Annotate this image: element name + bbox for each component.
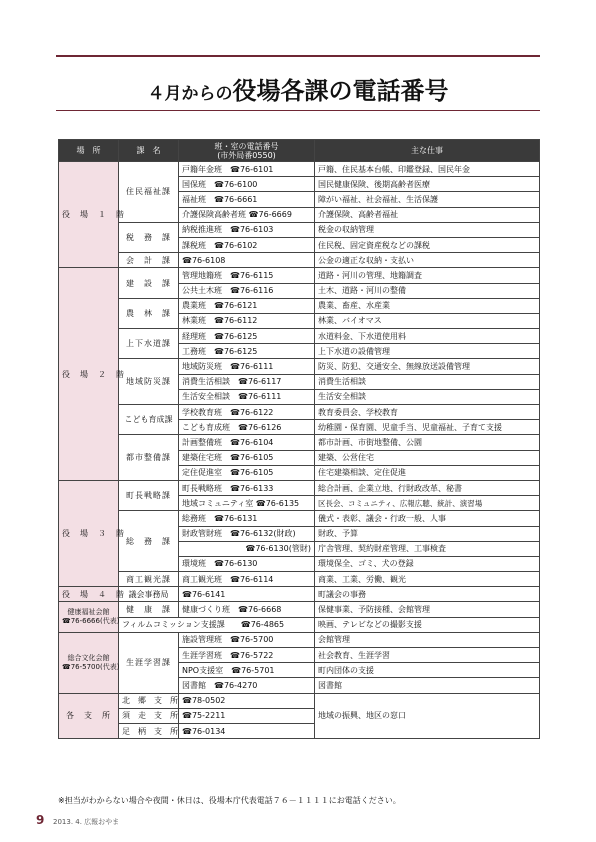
phone-cell [179,480,315,495]
phone-icon [214,681,224,690]
phone-cell [179,587,315,602]
phone-cell [179,708,315,723]
phone-icon [241,620,251,629]
work-cell: 図書館 [315,678,540,693]
phone-number: 76-6130 [223,559,258,569]
phone-icon [182,727,192,736]
phone-cell [179,162,315,177]
work-cell: 上下水道の設備管理 [315,344,540,359]
phone-cell [179,572,315,587]
place-cell: 役 場 ２ 階 [59,268,119,481]
unit-name: 財政管財班 [182,529,222,539]
work-cell: 生活安全相談 [315,389,540,404]
phone-icon [214,347,224,356]
unit-name: 課税班 [182,240,206,250]
unit-name: 施設管理班 [182,635,222,645]
phone-number: 76-6117 [247,377,282,387]
dept-cell: 会 計 課 [119,253,179,268]
work-cell: 道路・河川の管理、地籍調査 [315,268,540,283]
place-phone: ☎76-5700(代表) [62,662,120,671]
dept-cell: 須 走 支 所 [119,708,179,723]
unit-name: 地域防災班 [182,362,222,372]
table-row [59,602,540,617]
table-row [59,587,540,602]
place-cell [59,602,119,632]
work-cell: 農業、畜産、水産業 [315,298,540,313]
work-cell: 財政、予算 [315,526,540,541]
work-cell: 戸籍、住民基本台帳、印鑑登録、国民年金 [315,162,540,177]
phone-icon [182,711,192,720]
table-row [59,298,540,313]
phone-number: 76-4865 [250,620,285,630]
phone-icon [214,316,224,325]
dept-cell: 議会事務局 [119,587,179,602]
work-cell: 建築、公営住宅 [315,450,540,465]
phone-icon [231,666,241,675]
work-cell: 住民税、固定資産税などの課税 [315,237,540,252]
phone-number: 75-2211 [191,711,226,721]
dept-cell: 生涯学習課 [119,632,179,693]
work-cell: 会館管理 [315,632,540,647]
page-title [0,71,596,106]
dept-cell: 足 柄 支 所 [119,723,179,738]
phone-cell [179,465,315,480]
phone-icon [245,544,255,553]
phone-icon [249,210,259,219]
phone-icon [182,590,192,599]
dept-cell: 税 務 課 [119,222,179,252]
phone-number: 76-6105 [239,453,274,463]
phone-number: 78-0502 [191,696,226,706]
phone-number: 76-6131 [223,513,258,523]
phone-cell [179,329,315,344]
unit-name: 工務班 [182,346,206,356]
table-row [59,329,540,344]
dept-cell: 町長戦略課 [119,480,179,510]
unit-name: 健康づくり班 [182,605,230,615]
unit-name: 納税推進班 [182,225,222,235]
table-row [59,222,540,237]
place-cell [59,632,119,693]
unit-name: 生涯学習班 [182,650,222,660]
unit-name: 公共土木班 [182,286,222,296]
work-cell: 町内団体の支援 [315,663,540,678]
phone-number: 76-6135 [265,498,300,508]
phone-number: 76-6669 [258,210,292,220]
phone-icon [238,392,248,401]
phone-cell [179,359,315,374]
phone-cell [179,556,315,571]
unit-name: 定住促進室 [182,468,222,478]
phone-cell [179,344,315,359]
work-cell: 映画、テレビなどの撮影支援 [315,617,540,632]
phone-cell [179,648,315,663]
phone-icon [230,271,240,280]
phone-cell [179,602,315,617]
phone-number: 76-6126 [247,422,282,432]
phone-icon [238,423,248,432]
phone-cell [179,207,315,222]
phone-icon [214,332,224,341]
unit-name: 生活安全相談 [182,392,230,402]
phone-number: 76-6125 [223,346,258,356]
phone-cell [179,420,315,435]
phone-cell [179,298,315,313]
work-cell: 商業、工業、労働、観光 [315,572,540,587]
dept-cell: 上下水道課 [119,329,179,359]
place-cell: 役 場 １ 階 [59,162,119,268]
phone-number: 76-6115 [239,270,274,280]
phone-number: 76-6141 [191,589,226,599]
work-cell: 土木、道路・河川の整備 [315,283,540,298]
page-number: 9 [36,813,45,827]
issue-label: 2013. 4. 広報おやま [53,818,120,826]
phone-cell [119,617,315,632]
work-cell: 障がい福祉、社会福祉、生活保護 [315,192,540,207]
phone-cell [179,663,315,678]
title-main: 役場各課の電話番号 [232,77,449,105]
phone-cell [179,177,315,192]
phone-cell [179,222,315,237]
header-work: 主な仕事 [315,140,540,162]
work-cell: 幼稚園・保育園、児童手当、児童福祉、子育て支援 [315,420,540,435]
unit-name: 学校教育班 [182,407,222,417]
phone-number: 76-6105 [239,468,274,478]
unit-name: NPO支援室 [182,665,224,675]
work-cell: 庁舎管理、契約財産管理、工事検査 [315,541,540,556]
table-row [59,162,540,177]
table-row [59,253,540,268]
unit-name: 消費生活相談 [182,377,230,387]
unit-name: こども育成班 [182,422,230,432]
phone-number: 76-6100 [223,179,258,189]
place-cell: 役 場 ４ 階 [59,587,119,602]
place-cell: 各 支 所 [59,693,119,739]
work-cell: 区長会、コミュニティ、広報広聴、統計、演習場 [315,496,540,511]
phone-number: 76-6114 [239,574,274,584]
phone-number: 76-6102 [223,240,258,250]
phone-cell [179,283,315,298]
table-row [59,405,540,420]
header-dept: 課 名 [119,140,179,162]
unit-name: 林業班 [182,316,206,326]
table-row [59,359,540,374]
phone-cell [179,435,315,450]
work-cell: 防災、防犯、交通安全、無線放送設備管理 [315,359,540,374]
phone-number: 76-6125 [223,331,258,341]
phone-directory-table [58,139,540,739]
dept-cell: 地域防災課 [119,359,179,405]
phone-number: 76-4270 [223,680,258,690]
unit-name: フィルムコミッション支援課 [122,620,225,630]
unit-name: 国保班 [182,179,206,189]
work-cell: 社会教育、生涯学習 [315,648,540,663]
phone-icon [230,453,240,462]
dept-cell: 商工観光課 [119,572,179,587]
phone-number: 76-6112 [223,316,258,326]
phone-number: 76-6108 [191,255,226,265]
phone-icon [230,635,240,644]
phone-number: 76-5701 [241,665,275,675]
work-cell: 都市計画、市街地整備、公園 [315,435,540,450]
unit-name: 介護保険高齢者班 [182,210,246,220]
phone-icon [230,484,240,493]
unit-name: 地域コミュニティ室 [182,498,254,508]
header-phone [179,140,315,162]
dept-cell: 住民福祉課 [119,162,179,223]
footnote: ※担当がわからない場合や夜間・休日は、役場本庁代表電話７６－１１１１にお電話ください。 [58,796,401,805]
phone-icon [230,286,240,295]
dept-cell: 北 郷 支 所 [119,693,179,708]
phone-icon [230,575,240,584]
phone-cell [179,450,315,465]
phone-cell [179,632,315,647]
table-row [59,572,540,587]
work-cell: 水道料金、下水道使用料 [315,329,540,344]
phone-icon [182,256,192,265]
work-cell: 儀式・表彰、議会・行政一般、人事 [315,511,540,526]
work-cell: 介護保険、高齢者福祉 [315,207,540,222]
unit-name: 環境班 [182,559,206,569]
phone-cell [179,678,315,693]
header-phone-label: 班・室の電話番号 [214,141,279,151]
place-phone: ☎76-6666(代表) [62,617,120,626]
unit-name: 経理班 [182,331,206,341]
phone-number: 76-6104 [239,437,274,447]
dept-cell: こども育成課 [119,405,179,435]
phone-number: 76-6668 [247,605,282,615]
table-row [59,511,540,526]
phone-cell [179,253,315,268]
phone-number: 76-6133 [239,483,274,493]
header-place: 場 所 [59,140,119,162]
phone-icon [214,514,224,523]
phone-cell [179,374,315,389]
phone-cell [179,389,315,404]
unit-name: 計画整備班 [182,437,222,447]
phone-cell [179,268,315,283]
phone-icon [214,301,224,310]
dept-cell: 農 林 課 [119,298,179,328]
phone-cell [179,693,315,708]
unit-name: 図書館 [182,680,206,690]
phone-cell [179,511,315,526]
phone-number: 76-6101 [239,164,274,174]
dept-cell: 総 務 課 [119,511,179,572]
phone-icon [256,499,266,508]
phone-number: 76-5722 [239,650,274,660]
phone-icon [230,225,240,234]
table-header-row [59,140,540,162]
work-cell: 林業、バイオマス [315,313,540,328]
unit-name: 福祉班 [182,194,206,204]
phone-icon [230,468,240,477]
work-cell: 税金の収納管理 [315,222,540,237]
table-row [59,632,540,647]
unit-name: 商工観光班 [182,574,222,584]
phone-icon [214,195,224,204]
phone-number: 76-6661 [223,194,258,204]
work-cell: 教育委員会、学校教育 [315,405,540,420]
unit-name: 戸籍年金班 [182,164,222,174]
place-name: 総合文化会館 [67,653,110,662]
phone-cell [179,313,315,328]
phone-icon [230,529,240,538]
phone-cell [179,496,315,511]
work-cell: 環境保全、ゴミ、犬の登録 [315,556,540,571]
phone-number: 76-6121 [223,301,258,311]
table-row [59,693,540,708]
phone-icon [230,165,240,174]
title-prefix: ４月からの [147,84,233,104]
phone-number: 76-6111 [239,362,274,372]
table-row [59,268,540,283]
phone-number: 76-6130(管財) [255,544,311,554]
phone-cell [179,237,315,252]
work-cell: 公金の適正な収納・支払い [315,253,540,268]
phone-cell [179,405,315,420]
phone-icon [238,605,248,614]
phone-number: 76-6122 [239,407,274,417]
phone-icon [230,408,240,417]
work-cell: 総合計画、企業立地、行財政改革、秘書 [315,480,540,495]
phone-icon [214,241,224,250]
place-name: 健康福祉会館 [67,608,110,617]
phone-icon [230,438,240,447]
dept-cell: 都市整備課 [119,435,179,481]
phone-icon [214,559,224,568]
unit-name: 管理地籍班 [182,270,222,280]
table-row [59,480,540,495]
phone-cell [179,192,315,207]
phone-icon [230,651,240,660]
phone-number: 76-6132(財政) [239,529,296,539]
work-cell: 保健事業、予防接種、会館管理 [315,602,540,617]
top-rule [56,55,540,57]
table-row [59,617,540,632]
phone-number: 76-6103 [239,225,274,235]
phone-icon [182,696,192,705]
work-cell: 地域の振興、地区の窓口 [315,693,540,739]
phone-number: 76-6116 [239,286,274,296]
phone-cell [179,541,315,556]
work-cell: 消費生活相談 [315,374,540,389]
dept-cell: 健 康 課 [119,602,179,617]
unit-name: 農業班 [182,301,206,311]
phone-icon [230,362,240,371]
phone-cell [179,526,315,541]
unit-name: 総務班 [182,513,206,523]
place-cell: 役 場 ３ 階 [59,480,119,586]
phone-icon [238,377,248,386]
phone-icon [214,180,224,189]
header-phone-sub: (市外局番0550) [217,150,276,160]
phone-number: 76-5700 [239,635,274,645]
phone-number: 76-6111 [247,392,282,402]
work-cell: 住宅建築相談、定住促進 [315,465,540,480]
title-underline [56,110,540,111]
phone-number: 76-0134 [191,726,226,736]
unit-name: 建築住宅班 [182,453,222,463]
work-cell: 町議会の事務 [315,587,540,602]
dept-cell: 建 設 課 [119,268,179,298]
unit-name: 町長戦略班 [182,483,222,493]
table-row [59,435,540,450]
work-cell: 国民健康保険、後期高齢者医療 [315,177,540,192]
phone-cell [179,723,315,738]
